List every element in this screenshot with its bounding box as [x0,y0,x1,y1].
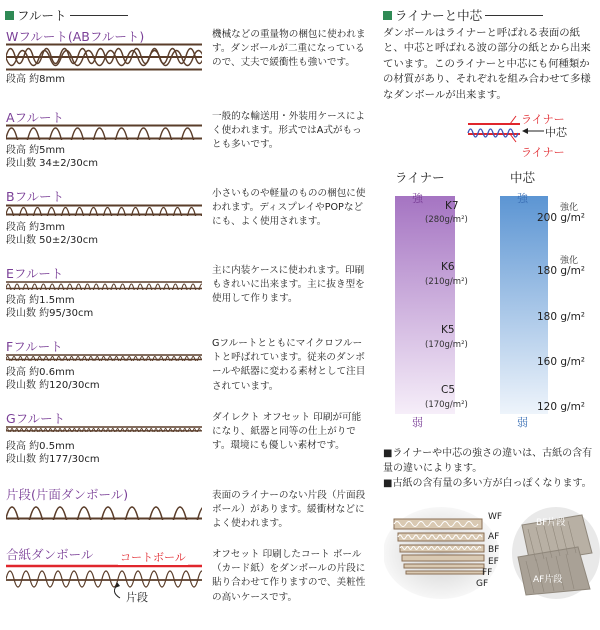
header-square-icon [5,11,14,20]
b-flute-diagram [6,204,202,216]
note-strength: ■ライナーや中芯の強さの違いは、古紙の含有量の違いによります。 [383,448,593,474]
goshi-diagram [6,558,202,608]
core-grade-weight: 160 g/m² [537,356,586,368]
liner-weak-label: 弱 [412,416,423,429]
liner-scale-title: ライナー [395,170,445,185]
flute-spec-height: 段高 約1.5mm [6,295,75,306]
flute-spec-count: 段山数 約120/30cm [6,380,100,391]
liner-grade-code: C5 [441,384,456,396]
core-strength-bar [500,196,548,414]
flute-spec-count: 段山数 34±2/30cm [6,158,98,169]
liner-grade-weight: (170g/m²) [425,340,468,350]
liner-grade-weight: (210g/m²) [425,277,468,287]
flute-name-b: Bフルート [6,189,65,204]
photo-label-af-kataban: AF片段 [533,575,563,585]
core-grade-tag: 強化 [560,203,579,213]
photo-label-bf: BF [488,545,500,555]
cross-section-diagram [440,112,520,152]
kataban-diagram [6,502,202,520]
flute-desc-e: 主に内装ケースに使われます。印刷もきれいに出来ます。主に抜き型を使用して作ります。 [212,265,365,305]
flute-name-f: Fフルート [6,339,63,354]
flute-spec-count: 段山数 約95/30cm [6,308,94,319]
e-flute-diagram [6,281,202,290]
flute-spec-count: 段山数 約177/30cm [6,454,100,465]
liner-grade-code: K5 [441,324,455,336]
core-grade-tag: 強化 [560,256,579,266]
core-strong-label: 強 [517,192,528,205]
core-grade-weight: 120 g/m² [537,401,586,413]
flute-spec-height: 段高 約0.5mm [6,441,75,452]
flute-desc-f: Gフルートとともにマイクロフルートと呼ばれています。従来のダンボールや紙器に変わる素材として注目されています。 [212,338,366,392]
liner-grade-weight: (170g/m²) [425,400,468,410]
f-flute-diagram [6,354,202,361]
liner-strength-bar [395,196,455,414]
flute-spec-count: 段山数 50±2/30cm [6,235,98,246]
flute-name-e: Eフルート [6,266,64,281]
flute-desc-a: 一般的な輸送用・外装用ケースによく使われます。形式ではA式がもっとも多いです。 [212,111,366,151]
core-arrow-icon [522,126,544,136]
flute-desc-kataban: 表面のライナーのない片段（片面段ボール）があります。緩衝材などによく使われます。 [212,490,366,530]
core-weak-label: 弱 [517,416,528,429]
liner-grade-weight: (280g/m²) [425,215,468,225]
liner-intro-text: ダンボールはライナーと呼ばれる表面の紙と、中芯と呼ばれる波の部分の紙とから出来ています。このライナーと中芯にも何種類かの材質があり、それぞれを組み合わせて多様なダンボールが出来ます。 [383,27,591,101]
core-grade-weight: 180 g/m² [537,265,586,277]
flute-spec-height: 段高 約3mm [6,222,66,233]
flute-desc-b: 小さいものや軽量のものの梱包に使われます。ディスプレイやPOPなどにも、よく使用されます。 [212,188,366,228]
core-grade-weight: 200 g/m² [537,212,586,224]
liner-grade-code: K7 [445,200,459,212]
liner-section-title: ライナーと中芯 [395,8,483,23]
liner-section-header [383,6,543,24]
header-rule [485,15,543,16]
note-whiteness: ■古紙の含有量の多い方が白っぽくなります。 [383,478,592,489]
photo-label-gf: GF [476,579,489,589]
flute-name-g: Gフルート [6,411,66,426]
flute-desc-g: ダイレクト オフセット 印刷が可能になり、紙器と同等の仕上がりです。環境にも優しい素材です。 [212,412,362,452]
core-scale-title: 中芯 [510,170,536,185]
header-square-icon [383,11,392,20]
coat-ball-label: コートボール [120,551,186,564]
flute-spec-height: 段高 約5mm [6,145,66,156]
a-flute-diagram [6,124,202,140]
liner-top-label: ライナー [521,113,565,126]
photo-label-ff: FF [482,568,493,578]
header-rule [70,15,128,16]
flute-section-header [5,6,128,24]
flute-desc-w: 機械などの重量物の梱包に使われます。ダンボールが二重になっているので、丈夫で緩衝性も強いです。 [212,29,366,69]
flute-name-w: Wフルート(ABフルート) [6,29,145,44]
flute-spec-height: 段高 約8mm [6,74,66,85]
core-grade-weight: 180 g/m² [537,311,586,323]
g-flute-diagram [6,426,202,432]
flute-name-a: Aフルート [6,110,65,125]
liner-bottom-label: ライナー [521,146,565,159]
flute-desc-goshi: オフセット 印刷したコート ボール（カード紙）をダンボールの片段に貼り合わせて作りますので、美粧性の高いケースです。 [212,549,366,603]
flute-section-title: フルート [17,8,67,23]
flute-spec-height: 段高 約0.6mm [6,367,75,378]
core-label: 中芯 [545,126,567,139]
photo-label-wf: WF [488,512,503,522]
flute-name-kataban: 片段(片面ダンボール) [6,487,129,502]
photo-label-bf-kataban: BF片段 [536,518,566,528]
liner-strong-label: 強 [412,192,423,205]
kataban-label: 片段 [126,591,148,604]
liner-grade-code: K6 [441,261,455,273]
photo-label-ef: EF [488,557,499,567]
w-flute-diagram [6,43,202,71]
flute-name-goshi: 合紙ダンボール [6,547,94,562]
photo-label-af: AF [488,532,500,542]
